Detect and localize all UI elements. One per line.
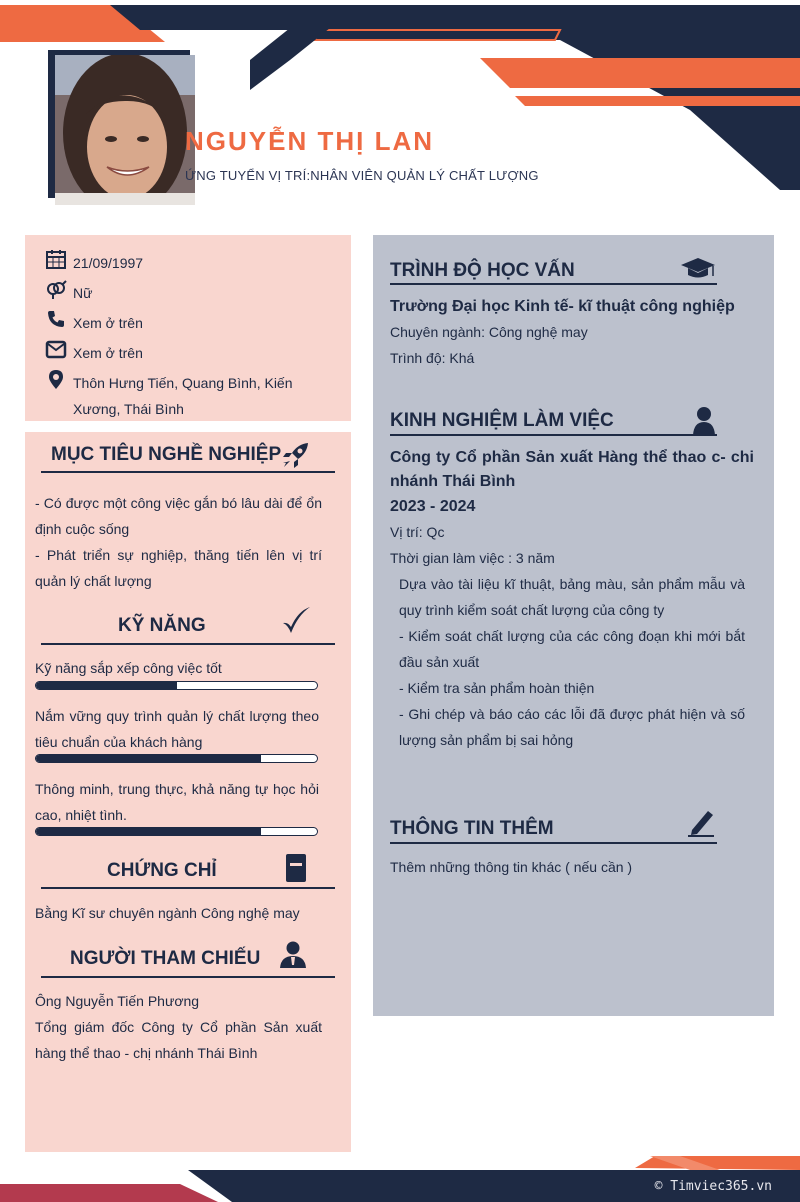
certificate-text: Bằng Kĩ sư chuyên ngành Công nghệ may bbox=[35, 905, 300, 921]
personal-info-box bbox=[25, 235, 351, 421]
reference-detail: Tổng giám đốc Công ty Cổ phần Sản xuất hàng thể thao - chị nhánh Thái Bình bbox=[35, 1019, 322, 1061]
career-goal-title: MỤC TIÊU NGHỀ NGHIỆP bbox=[51, 444, 282, 465]
person-icon bbox=[278, 939, 308, 969]
experience-duty-3: - Kiểm tra sản phẩm hoàn thiện bbox=[399, 680, 595, 696]
extra-info-text: Thêm những thông tin khác ( nếu cần ) bbox=[390, 859, 633, 875]
gender-icon bbox=[45, 278, 67, 300]
checkmark-icon bbox=[280, 605, 312, 637]
references-divider bbox=[41, 976, 335, 978]
reference-name: Ông Nguyễn Tiến Phương bbox=[35, 993, 200, 1009]
skill-label-2: Nắm vững quy trình quản lý chất lượng theo tiêu chuẩn của khách hàng bbox=[35, 708, 319, 750]
career-goal-line-2: - Phát triển sự nghiệp, thăng tiến lên vị trí quản lý chất lượng bbox=[35, 547, 322, 589]
gender-text: Nữ bbox=[73, 285, 93, 301]
location-pin-icon bbox=[45, 368, 67, 390]
education-title: TRÌNH ĐỘ HỌC VẤN bbox=[390, 260, 575, 281]
profile-photo bbox=[55, 55, 195, 205]
skills-divider bbox=[41, 643, 335, 645]
email-text: Xem ở trên bbox=[73, 345, 143, 361]
experience-role: Vị trí: Qc bbox=[390, 524, 445, 540]
experience-company: Công ty Cổ phần Sản xuất Hàng thể thao c- chi nhánh Thái Bình bbox=[390, 449, 754, 490]
rocket-icon bbox=[280, 441, 312, 471]
experience-duration: Thời gian làm việc : 3 năm bbox=[390, 550, 555, 566]
skill-bar-3 bbox=[35, 827, 318, 836]
skill-bar-fill-2 bbox=[36, 755, 261, 762]
email-icon bbox=[45, 338, 67, 360]
skill-label-1: Kỹ năng sắp xếp công việc tốt bbox=[35, 660, 222, 676]
phone-text: Xem ở trên bbox=[73, 315, 143, 331]
skill-bar-fill-3 bbox=[36, 828, 261, 835]
skill-bar-2 bbox=[35, 754, 318, 763]
career-goal-line-1: - Có được một công việc gắn bó lâu dài để ổn định cuộc sống bbox=[35, 495, 322, 537]
experience-divider bbox=[390, 434, 717, 436]
calendar-icon bbox=[45, 248, 67, 270]
experience-duty-2: - Kiểm soát chất lượng của các công đoạn khi mới bắt đầu sản xuất bbox=[399, 628, 745, 670]
career-goal-divider bbox=[41, 471, 335, 473]
phone-icon bbox=[45, 308, 67, 330]
experience-title: KINH NGHIỆM LÀM VIỆC bbox=[390, 410, 614, 431]
watermark-text: © Timviec365.vn bbox=[654, 1179, 772, 1194]
certificates-divider bbox=[41, 887, 335, 889]
skill-label-3: Thông minh, trung thực, khả năng tự học hỏi cao, nhiệt tình. bbox=[35, 781, 319, 823]
experience-duty-1: Dựa vào tài liệu kĩ thuật, bảng màu, sản phẩm mẫu và quy trình kiểm soát chất lượng của công ty bbox=[399, 576, 745, 618]
references-title: NGƯỜI THAM CHIẾU bbox=[70, 948, 261, 969]
skill-bar-fill-1 bbox=[36, 682, 177, 689]
candidate-name: NGUYỄN THỊ LAN bbox=[185, 126, 434, 156]
applied-position: ỨNG TUYỂN VỊ TRÍ:NHÂN VIÊN QUẢN LÝ CHẤT LƯỢNG bbox=[185, 168, 539, 183]
certificate-icon bbox=[284, 853, 308, 883]
footer-decoration bbox=[0, 1150, 800, 1202]
experience-duty-4: - Ghi chép và báo cáo các lỗi đã được phát hiện và số lượng sản phẩm bị sai hỏng bbox=[399, 706, 745, 748]
skills-title: KỸ NĂNG bbox=[118, 615, 206, 636]
skill-bar-1 bbox=[35, 681, 318, 690]
extra-info-divider bbox=[390, 842, 717, 844]
graduation-cap-icon bbox=[680, 256, 716, 282]
extra-info-title: THÔNG TIN THÊM bbox=[390, 818, 554, 839]
education-grade: Trình độ: Khá bbox=[390, 350, 475, 366]
pen-icon bbox=[686, 808, 716, 838]
education-school: Trường Đại học Kinh tế- kĩ thuật công nghiệp bbox=[390, 298, 735, 315]
worker-icon bbox=[692, 405, 716, 435]
certificates-title: CHỨNG CHỈ bbox=[107, 860, 217, 881]
birthday-text: 21/09/1997 bbox=[73, 255, 144, 271]
experience-period: 2023 - 2024 bbox=[390, 498, 476, 515]
education-divider bbox=[390, 283, 717, 285]
education-major: Chuyên ngành: Công nghệ may bbox=[390, 324, 588, 340]
address-text: Thôn Hưng Tiến, Quang Bình, Kiến Xương, Thái Bình bbox=[73, 375, 293, 417]
